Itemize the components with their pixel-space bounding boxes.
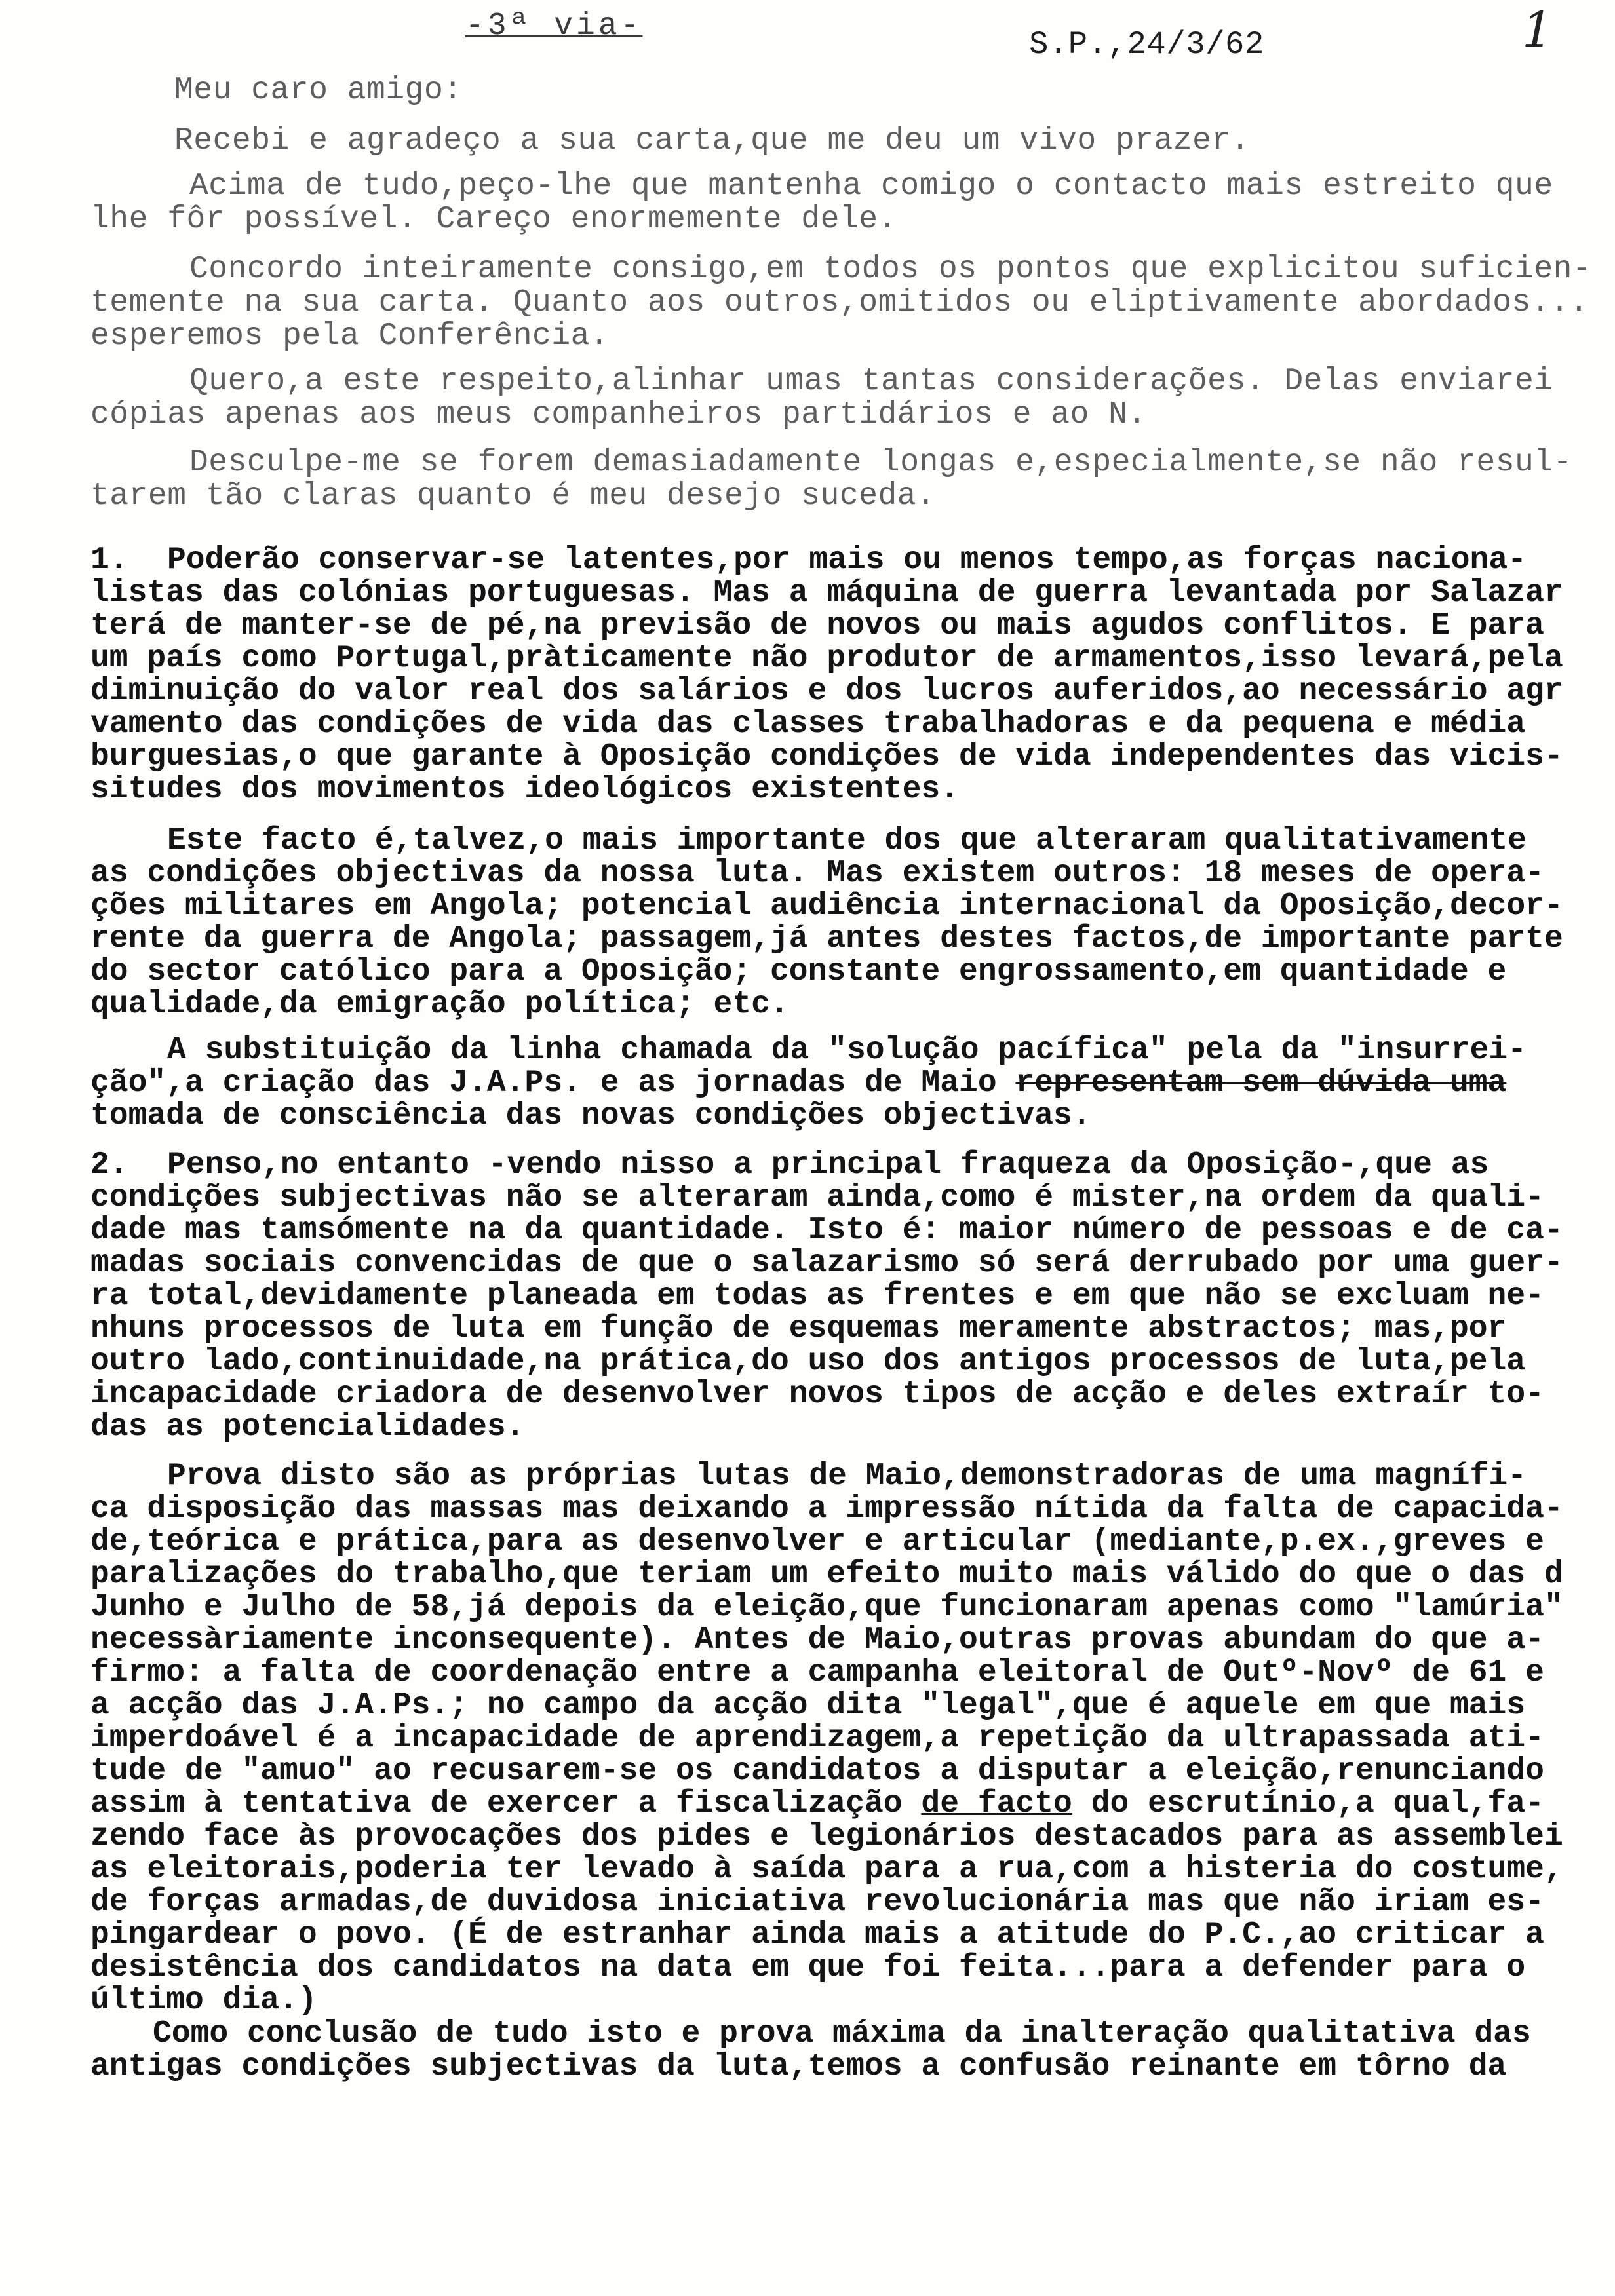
text-line: Junho e Julho de 58,já depois da eleição,que funcionaram apenas como "lamúria" (90, 1590, 1563, 1625)
text-line: vamento das condições de vida das classes trabalhadoras e da pequena e média (90, 706, 1526, 742)
text-line: Como conclusão de tudo isto e prova máxima da inalteração qualitativa das (153, 2016, 1531, 2052)
text-line: Concordo inteiramente consigo,em todos os pontos que explicitou suficien- (189, 252, 1592, 287)
text-span: assim à tentativa de exercer a fiscalização (90, 1786, 922, 1822)
text-line: A substituição da linha chamada da "solução pacífica" pela da "insurrei- (167, 1033, 1527, 1068)
text-line: a acção das J.A.Ps.; no campo da acção dita "legal",que é aquele em que mais (90, 1688, 1526, 1723)
text-line: as condições objectivas da nossa luta. Mas existem outros: 18 meses de opera- (90, 856, 1544, 891)
handwritten-page-number: 1 (1522, 2, 1553, 58)
paragraph (90, 253, 1591, 353)
text-line (90, 1067, 1527, 1100)
text-line: outro lado,continuidade,na prática,do uso dos antigos processos de luta,pela (90, 1344, 1526, 1379)
text-line: situdes dos movimentos ideológicos existentes. (90, 772, 960, 807)
text-line: dade mas tamsómente na da quantidade. Isto é: maior número de pessoas e de ca- (90, 1213, 1563, 1248)
text-line: firmo: a falta de coordenação entre a campanha eleitoral de Outº-Novº de 61 e (90, 1655, 1544, 1691)
section-2-paragraph (90, 1149, 1563, 1444)
text-line: zendo face às provocações dos pides e legionários destacados para as assemblei (90, 1819, 1563, 1854)
text-line: das as potencialidades. (90, 1409, 525, 1445)
text-line: diminuição do valor real dos salários e dos lucros auferidos,ao necessário agr (90, 674, 1563, 709)
text-line: Meu caro amigo: (174, 73, 463, 108)
text-line: madas sociais convencidas de que o salazarismo só será derrubado por uma guer- (90, 1246, 1563, 1281)
paragraph (90, 824, 1563, 1021)
text-line: Recebi e agradeço a sua carta,que me deu um vivo prazer. (174, 123, 1251, 159)
paragraph (174, 124, 1250, 158)
text-line: um país como Portugal,pràticamente não produtor de armamentos,isso levará,pela (90, 641, 1563, 676)
text-line: terá de manter-se de pé,na previsão de novos ou mais agudos conflitos. E para (90, 608, 1544, 643)
text-line: listas das colónias portuguesas. Mas a máquina de guerra levantada por Salazar (90, 575, 1563, 611)
underlined-text: de facto (921, 1786, 1072, 1822)
text-line: tarem tão claras quanto é meu desejo suceda. (90, 478, 936, 514)
text-line: Acima de tudo,peço-lhe que mantenha comigo o contacto mais estreito que (189, 168, 1553, 204)
text-line: de forças armadas,de duvidosa iniciativa revolucionária mas que não iriam es- (90, 1885, 1544, 1920)
text-line: temente na sua carta. Quanto aos outros,omitidos ou eliptivamente abordados... (90, 285, 1589, 320)
text-line: do sector católico para a Oposição; constante engrossamento,em quantidade e (90, 954, 1507, 989)
section-number: 2. (90, 1147, 128, 1183)
text-line: burguesias,o que garante à Oposição condições de vida independentes das vicis- (90, 739, 1563, 775)
text-line: antigas condições subjectivas da luta,temos a confusão reinante em tôrno da (90, 2049, 1507, 2084)
text-line: tude de "amuo" ao recusarem-se os candidatos a disputar a eleição,renunciando (90, 1753, 1544, 1789)
text-line: Prova disto são as próprias lutas de Maio,demonstradoras de uma magnífi- (167, 1459, 1527, 1494)
place-date: S.P.,24/3/62 (1029, 26, 1264, 63)
text-line: cópias apenas aos meus companheiros partidários e ao N. (90, 397, 1147, 432)
text-line: condições subjectivas não se alteraram ainda,como é mister,na ordem da quali- (90, 1180, 1544, 1215)
text-line: Poderão conservar-se latentes,por mais ou menos tempo,as forças naciona- (167, 543, 1527, 578)
text-line: paralizações do trabalho,que teriam um efeito muito mais válido do que o das d (90, 1557, 1563, 1592)
paragraph (90, 1034, 1527, 1132)
text-line: qualidade,da emigração política; etc. (90, 987, 789, 1022)
salutation (174, 74, 463, 107)
text-line: as eleitorais,poderia ter levado à saída para a rua,com a histeria do costume, (90, 1852, 1563, 1887)
text-span: ção",a criação das J.A.Ps. e as jornadas de Maio (90, 1065, 1016, 1101)
text-line: pingardear o povo. (É de estranhar ainda mais a atitude do P.C.,ao criticar a (90, 1917, 1544, 1953)
text-line: último dia.) (90, 1983, 317, 2018)
text-line: Quero,a este respeito,alinhar umas tantas considerações. Delas enviarei (189, 364, 1553, 399)
section-1-paragraph (90, 544, 1563, 806)
copy-label: -3ª via- (465, 9, 643, 44)
text-line (90, 1788, 1563, 1820)
text-line: lhe fôr possível. Careço enormemente dele. (90, 202, 897, 237)
text-span: do escrutínio,a qual,fa- (1072, 1786, 1544, 1822)
text-line: Este facto é,talvez,o mais importante dos que alteraram qualitativamente (167, 823, 1527, 858)
text-line: desistência dos candidatos na data em que foi feita...para a defender para o (90, 1950, 1526, 1985)
text-line: incapacidade criadora de desenvolver novos tipos de acção e deles extraír to- (90, 1377, 1544, 1412)
paragraph (90, 446, 1572, 513)
text-line: de,teórica e prática,para as desenvolver e articular (mediante,p.ex.,greves e (90, 1524, 1544, 1559)
paragraph (90, 2018, 1531, 2083)
text-line: tomada de consciência das novas condições objectivas. (90, 1098, 1091, 1134)
text-line: nhuns processos de luta em função de esquemas meramente abstractos; mas,por (90, 1311, 1507, 1347)
text-line: rente da guerra de Angola; passagem,já antes destes factos,de importante parte (90, 921, 1563, 957)
text-line: ca disposição das massas mas deixando a impressão nítida da falta de capacida- (90, 1491, 1563, 1527)
text-line: esperemos pela Conferência. (90, 318, 610, 354)
text-line: ra total,devidamente planeada em todas as frentes e em que não se excluam ne- (90, 1278, 1544, 1314)
text-line: necessàriamente inconsequente). Antes de Maio,outras provas abundam do que a- (90, 1622, 1544, 1658)
paragraph (90, 365, 1553, 432)
text-line: ções militares em Angola; potencial audiência internacional da Oposição,decor- (90, 889, 1563, 924)
text-line: imperdoável é a incapacidade de aprendizagem,a repetição da ultrapassada ati- (90, 1721, 1544, 1756)
text-line: Penso,no entanto -vendo nisso a principal fraqueza da Oposição-,que as (167, 1147, 1489, 1183)
section-number: 1. (90, 543, 128, 578)
paragraph (90, 1460, 1563, 2017)
struck-text: representam sem dúvida uma (1015, 1065, 1507, 1101)
text-line: Desculpe-me se forem demasiadamente longas e,especialmente,se não resul- (189, 445, 1572, 480)
paragraph (90, 170, 1553, 237)
